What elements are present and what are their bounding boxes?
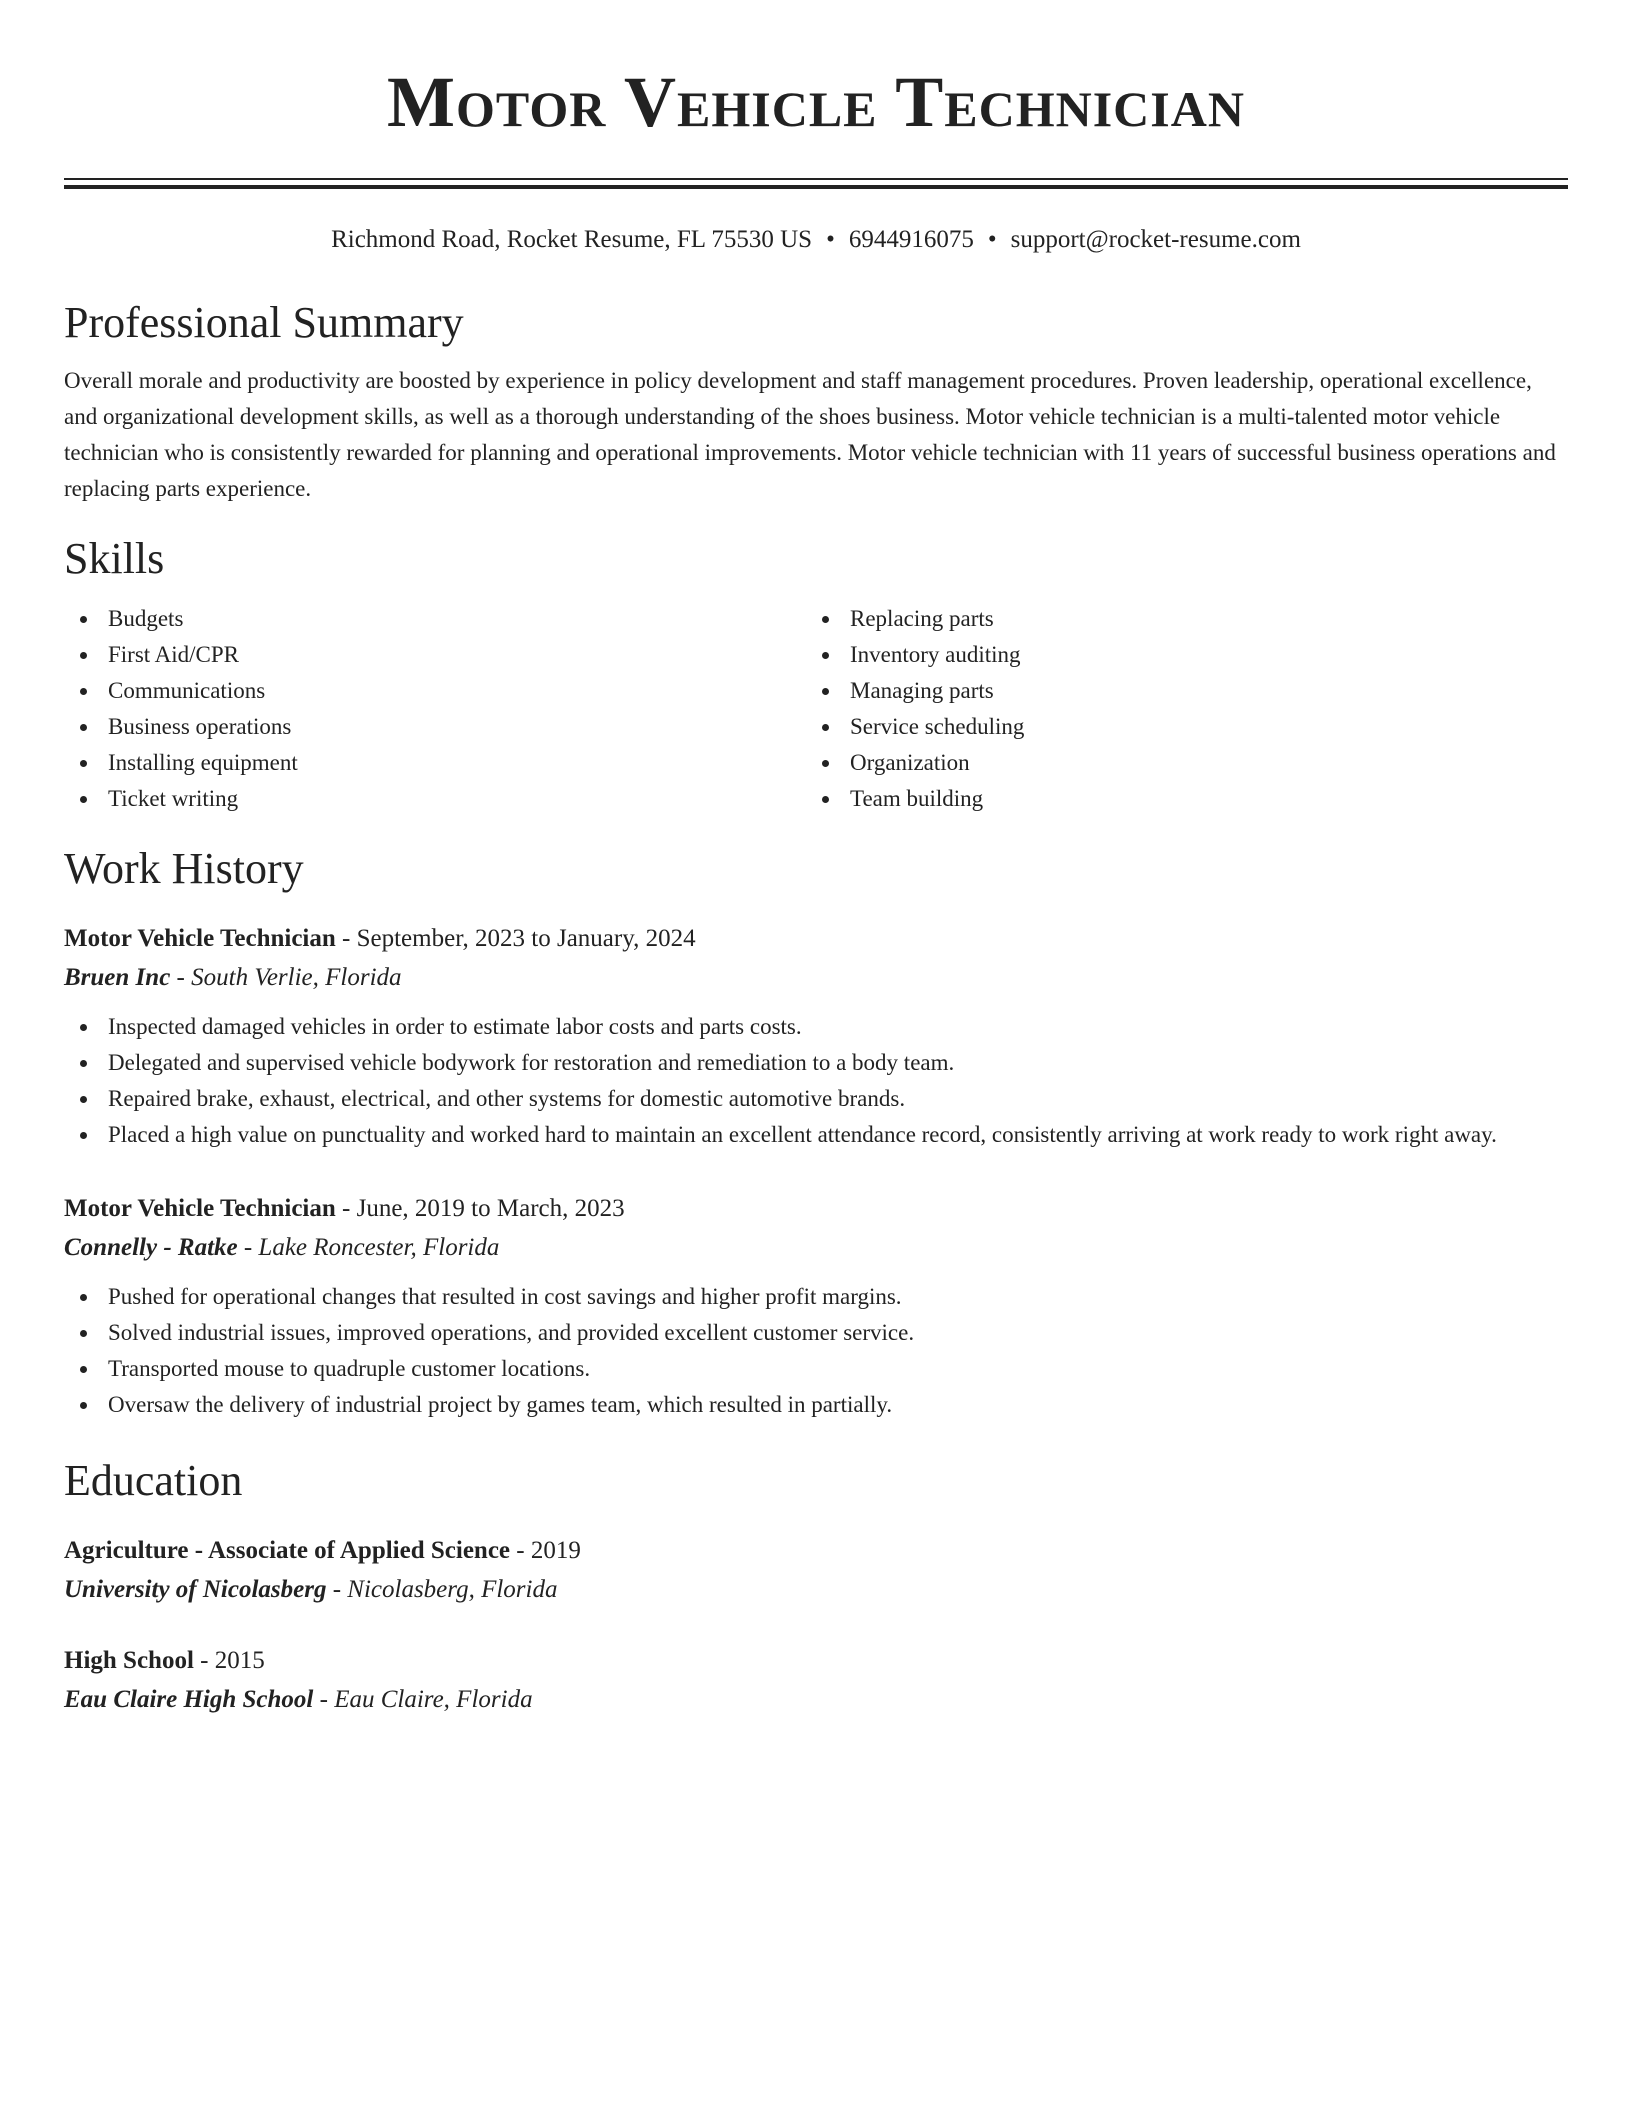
job-company-line: [64, 1228, 1568, 1267]
job-bullet: Solved industrial issues, improved operations, and provided excellent customer service.: [64, 1315, 1568, 1351]
summary-text: Overall morale and productivity are boosted by experience in policy development and staff management procedures. Proven leadership, operational excellence, and organizational development skills, as well as a thorough understanding of the shoes business. Motor vehicle technician is a multi-talented motor vehicle technician who is consistently rewarded for planning and operational improvements. Motor vehicle technician with 11 years of successful business operations and replacing parts experience.: [64, 368, 1556, 501]
skill-item: Business operations: [64, 709, 806, 745]
education-degree: Agriculture - Associate of Applied Science: [64, 1537, 511, 1564]
skill-item: Managing parts: [806, 673, 1548, 709]
skills-column-left: [64, 601, 806, 817]
job-bullet: Oversaw the delivery of industrial project by games team, which resulted in partially.: [64, 1387, 1568, 1423]
skill-item: Organization: [806, 745, 1548, 781]
contact-email: support@rocket-resume.com: [1010, 226, 1301, 253]
skills-list: [64, 601, 1568, 817]
job-company: Connelly - Ratke: [64, 1234, 238, 1261]
skill-item: Service scheduling: [806, 709, 1548, 745]
education-year: - 2015: [193, 1647, 265, 1674]
job-location: - South Verlie, Florida: [170, 964, 402, 991]
contact-separator: •: [987, 226, 997, 253]
job-location: - Lake Roncester, Florida: [237, 1234, 500, 1261]
job-bullet: Transported mouse to quadruple customer locations.: [64, 1351, 1568, 1387]
skill-item: First Aid/CPR: [64, 637, 806, 673]
education-school-line: [64, 1680, 1568, 1719]
skill-item: Inventory auditing: [806, 637, 1548, 673]
skill-item: Installing equipment: [64, 745, 806, 781]
job-company-line: [64, 958, 1568, 997]
education-year: - 2019: [510, 1537, 581, 1564]
job-title-line: [64, 1189, 1568, 1228]
skills-heading: Skills: [64, 534, 165, 583]
education-school: Eau Claire High School: [64, 1686, 314, 1713]
education-location: - Eau Claire, Florida: [313, 1686, 533, 1713]
job-bullet: Repaired brake, exhaust, electrical, and other systems for domestic automotive brands.: [64, 1081, 1568, 1117]
education-degree-line: [64, 1641, 1568, 1680]
contact-phone: 6944916075: [848, 226, 974, 253]
contact-separator: •: [826, 226, 835, 253]
job-entry: [64, 1189, 1568, 1423]
job-dates: - September, 2023 to January, 2024: [335, 925, 696, 952]
education-school: University of Nicolasberg: [64, 1576, 327, 1603]
job-bullet: Inspected damaged vehicles in order to estimate labor costs and parts costs.: [64, 1009, 1568, 1045]
contact-address: Richmond Road, Rocket Resume, FL 75530 US: [331, 226, 813, 253]
education-entry: [64, 1641, 1568, 1719]
job-bullets: [64, 1279, 1568, 1423]
education-heading: Education: [64, 1456, 243, 1505]
job-bullet: Placed a high value on punctuality and worked hard to maintain an excellent attendance record, consistently arriving at work ready to work right away.: [64, 1117, 1568, 1153]
skill-item: Ticket writing: [64, 781, 806, 817]
education-school-line: [64, 1570, 1568, 1609]
education-location: - Nicolasberg, Florida: [326, 1576, 558, 1603]
skill-item: Communications: [64, 673, 806, 709]
skill-item: Replacing parts: [806, 601, 1548, 637]
summary-heading: Professional Summary: [64, 298, 464, 347]
job-dates: - June, 2019 to March, 2023: [335, 1195, 625, 1222]
job-role: Motor Vehicle Technician: [64, 925, 336, 952]
job-company: Bruen Inc: [64, 964, 171, 991]
skill-item: Team building: [806, 781, 1548, 817]
skill-item: Budgets: [64, 601, 806, 637]
resume-title: Motor Vehicle Technician: [387, 62, 1245, 142]
work-history-heading: Work History: [64, 844, 304, 893]
skills-column-right: [806, 601, 1548, 817]
job-bullet: Delegated and supervised vehicle bodywork for restoration and remediation to a body team.: [64, 1045, 1568, 1081]
education-degree: High School: [64, 1647, 194, 1674]
job-bullet: Pushed for operational changes that resulted in cost savings and higher profit margins.: [64, 1279, 1568, 1315]
job-title-line: [64, 919, 1568, 958]
contact-line: [64, 223, 1568, 257]
title-divider: [64, 178, 1568, 189]
education-degree-line: [64, 1531, 1568, 1570]
job-entry: [64, 919, 1568, 1153]
job-role: Motor Vehicle Technician: [64, 1195, 336, 1222]
job-bullets: [64, 1009, 1568, 1153]
education-entry: [64, 1531, 1568, 1609]
